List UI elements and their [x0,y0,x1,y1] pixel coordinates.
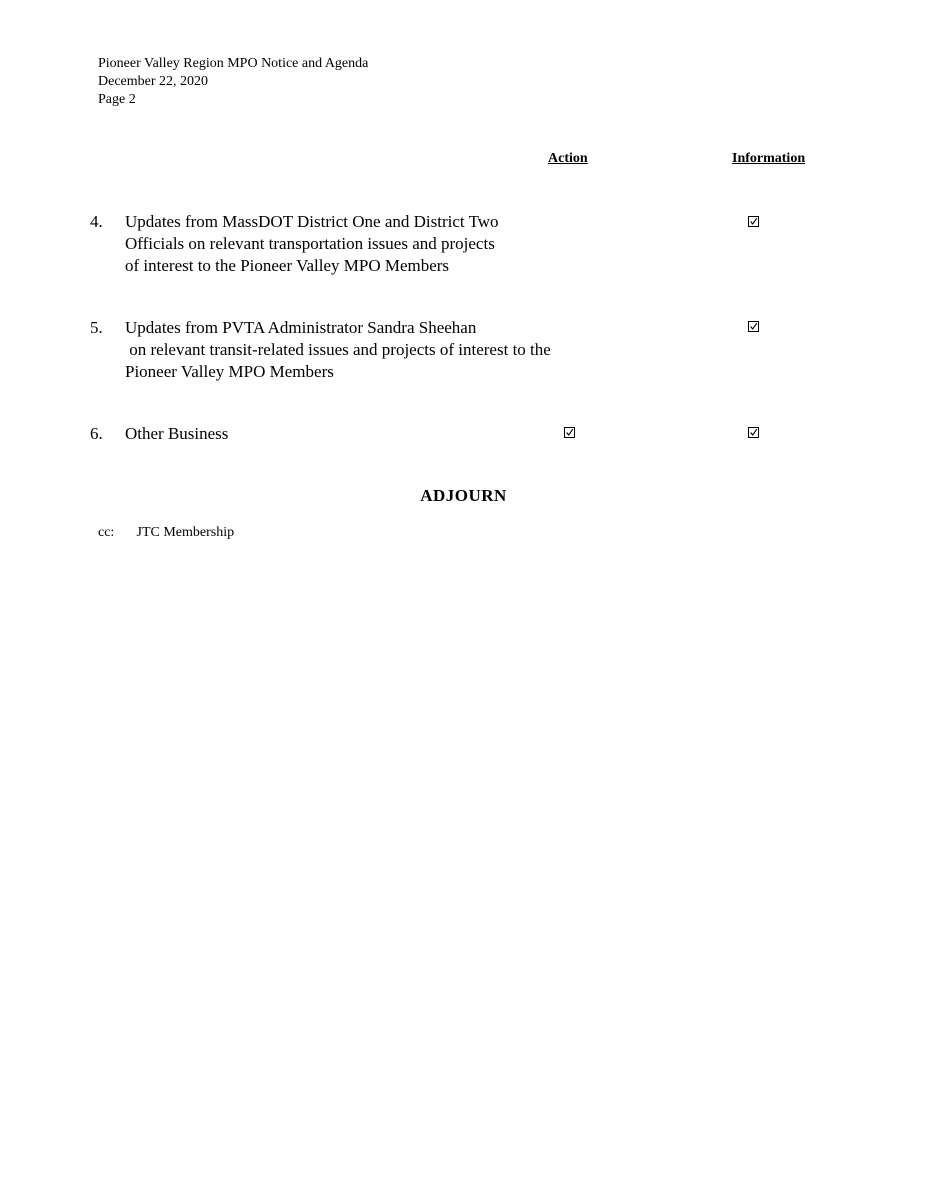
information-checked-icon [748,216,759,227]
document-date: December 22, 2020 [98,74,209,89]
agenda-item-text [125,423,228,445]
agenda-item-number: 4. [90,212,103,231]
agenda-item-line: Updates from MassDOT District One and District Two [125,212,499,231]
agenda-item-number: 5. [90,318,103,337]
information-checked-icon [748,427,759,438]
agenda-item-text [125,211,499,277]
agenda-item-line: Pioneer Valley MPO Members [125,362,334,381]
agenda-item-line: Officials on relevant transportation issues and projects [125,234,495,253]
agenda-item-line: Other Business [125,424,229,443]
action-column-heading: Action [548,151,588,166]
cc-recipients: JTC Membership [136,525,235,540]
page-number: Page 2 [98,92,136,107]
cc-line [98,525,234,541]
information-column-heading: Information [732,151,806,166]
agenda-item-number: 6. [90,424,103,443]
action-checked-icon [564,427,575,438]
agenda-item-line: Updates from PVTA Administrator Sandra Sheehan [125,318,477,337]
document-title: Pioneer Valley Region MPO Notice and Agenda [98,56,369,71]
document-header [98,55,368,109]
adjourn-heading: ADJOURN [420,486,507,505]
agenda-item-text [125,317,551,383]
information-checked-icon [748,321,759,332]
agenda-item-line: on relevant transit-related issues and projects of interest to the [125,340,551,359]
cc-label: cc: [98,525,115,540]
agenda-item-line: of interest to the Pioneer Valley MPO Members [125,256,450,275]
